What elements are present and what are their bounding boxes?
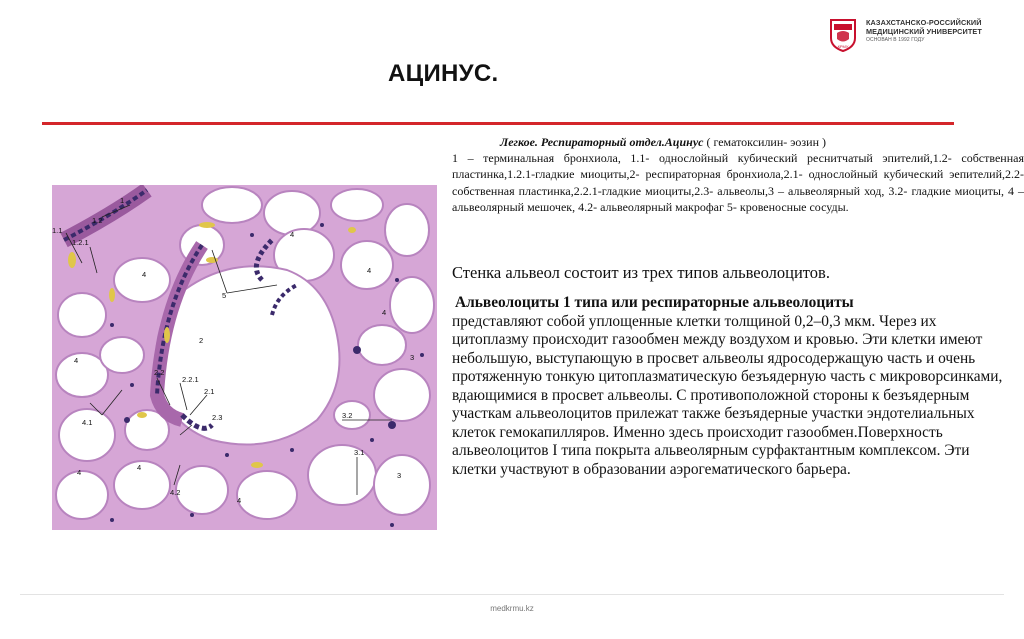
label-4-2: 4.2 [170, 488, 181, 497]
label-4-c: 4 [74, 356, 79, 365]
label-2: 2 [199, 336, 204, 345]
label-1-1: 1.1 [52, 226, 63, 235]
label-4-e: 4 [137, 463, 142, 472]
title-underline [42, 122, 954, 125]
intro-text: Стенка альвеол состоит из трех типов альвеолоцитов. [452, 263, 830, 282]
label-2-2-1: 2.2.1 [182, 375, 199, 384]
paragraph-title: Альвеолоциты 1 типа или респираторные альвеолоциты [455, 294, 854, 311]
label-2-1: 2.1 [204, 387, 215, 396]
label-4-h: 4 [142, 270, 147, 279]
logo-badge-text: КРМУ [837, 44, 849, 49]
caption-body: 1 – терминальная бронхиола, 1.1- однослойный кубический реснитчатый эпителий,1.2- собственная пластинка,1.2.1-гладкие миоциты,2- респираторная бронхиола,2.1- однослойный кубический эепителий,2.2- собственная пластинка,2.2.1-гладкие миоциты,2.3- альвеолы,3 – альвеолярный ход, 3.2- гладкие миоциты, 4 – альвеолярный мешочек, 4.2- альвеолярный макрофаг 5- кровеносные сосуды. [452, 151, 1024, 214]
logo-text [866, 18, 982, 44]
university-logo [828, 18, 1018, 54]
acinus-histology-image [52, 185, 437, 530]
caption-title [452, 134, 1024, 150]
label-3-1: 3.1 [354, 448, 365, 457]
label-4-b: 4 [367, 266, 372, 275]
label-3-upper: 3 [410, 353, 415, 362]
label-5: 5 [222, 291, 227, 300]
label-3-2: 3.2 [342, 411, 353, 420]
caption-title-bold: Легкое. Респираторный отдел.Ацинус [499, 135, 704, 149]
label-2-3: 2.3 [212, 413, 223, 422]
label-4-a: 4 [290, 230, 295, 239]
logo-line-2: МЕДИЦИНСКИЙ УНИВЕРСИТЕТ [866, 27, 982, 36]
footer-divider [20, 594, 1004, 595]
label-3-lower: 3 [397, 471, 402, 480]
logo-line-3: ОСНОВАН В 1992 ГОДУ [866, 37, 925, 43]
main-paragraph [452, 294, 1012, 479]
label-4-1: 4.1 [82, 418, 93, 427]
label-4-d: 4 [77, 468, 82, 477]
figure-caption [452, 134, 1024, 215]
caption-title-rest: ( гематоксилин- эозин ) [703, 135, 827, 149]
university-shield-icon [828, 18, 858, 52]
footer-url: medkrmu.kz [490, 604, 534, 613]
paragraph-body: представляют собой уплощенные клетки толщиной 0,2–0,3 мкм. Через их цитоплазму происходит газообмен между воздухом и кровью. Эти клетки имеют небольшую, выступающую в просвет альвеолы ядросодержащую часть и очень протяженную тонкую цитоплазматическую безъядерную часть с микроворсинками, вдающимися в просвет альвеолы. С противоположной стороны к безъядерным участкам альвеолоцитов прилежат также безъядерные участки эндотелиальных клеток гемокапилляров. Именно здесь происходит газообмен.Поверхность альвеолоцитов I типа покрыта альвеолярным сурфактантным комплексом. Эти клетки участвуют в образовании аэрогематического барьера. [452, 312, 1003, 478]
label-4-g: 4 [382, 308, 387, 317]
label-4-f: 4 [237, 496, 242, 505]
label-1-2-1: 1.2.1 [72, 238, 89, 247]
label-2-2: 2.2 [154, 368, 165, 377]
label-1: 1 [120, 196, 125, 205]
tissue-network [52, 185, 437, 530]
logo-line-1: КАЗАХСТАНСКО-РОССИЙСКИЙ [866, 18, 982, 27]
page-title: АЦИНУС. [388, 60, 499, 87]
label-1-2: 1.2 [92, 216, 103, 225]
